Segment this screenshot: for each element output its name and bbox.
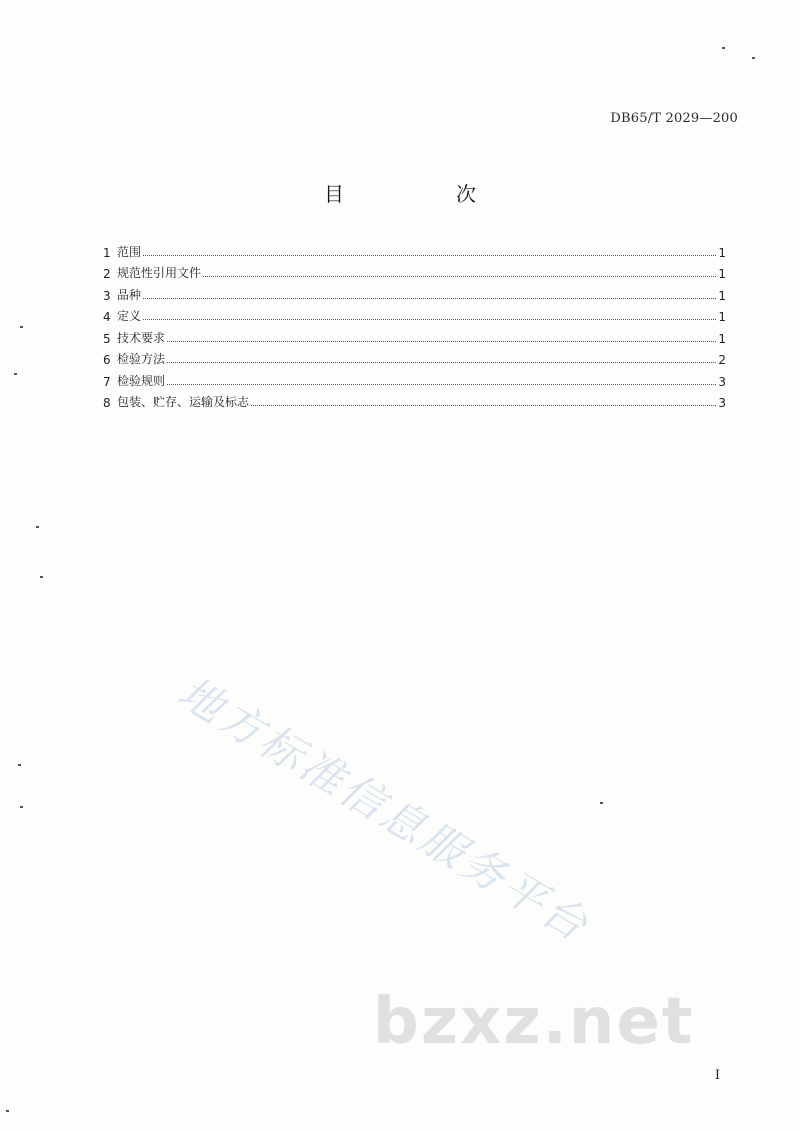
toc-entry-label: 定义 bbox=[117, 309, 142, 323]
toc-entry-number: 7 bbox=[103, 374, 111, 389]
toc-entry-label: 包装、贮存、运输及标志 bbox=[117, 395, 250, 409]
platform-watermark: 地方标准信息服务平台 bbox=[169, 667, 599, 953]
toc-title: 目 次 bbox=[324, 182, 522, 206]
toc-leader-dots bbox=[251, 404, 716, 406]
toc-leader-dots bbox=[143, 254, 716, 256]
toc-entry-page: 1 bbox=[718, 267, 726, 281]
scan-speck bbox=[6, 1110, 9, 1112]
toc-entry-label: 品种 bbox=[117, 287, 142, 302]
toc-entry-number: 2 bbox=[103, 267, 111, 281]
toc-leader-dots bbox=[167, 361, 716, 363]
page-number: I bbox=[714, 1068, 720, 1083]
toc-entry-page: 3 bbox=[718, 396, 726, 410]
scan-speck bbox=[40, 576, 43, 578]
toc-entry-number: 3 bbox=[103, 288, 111, 303]
toc-entry-label: 检验方法 bbox=[117, 352, 166, 366]
scan-speck bbox=[18, 764, 21, 766]
toc-entry-label: 规范性引用文件 bbox=[117, 266, 202, 280]
toc-entry-number: 4 bbox=[103, 310, 111, 324]
toc-entry-page: 1 bbox=[718, 288, 726, 303]
toc-leader-dots bbox=[167, 340, 716, 342]
scan-speck bbox=[36, 526, 39, 528]
toc-entry-page: 1 bbox=[718, 331, 726, 346]
toc-leader-dots bbox=[167, 383, 716, 385]
toc-leader-dots bbox=[143, 318, 716, 320]
toc-entry-number: 8 bbox=[103, 396, 111, 410]
toc-entry-number: 5 bbox=[103, 331, 111, 346]
toc-entry[interactable] bbox=[103, 260, 726, 282]
toc-entry[interactable] bbox=[103, 238, 726, 260]
toc-entry-page: 1 bbox=[718, 245, 726, 260]
site-watermark: bzxz.net bbox=[373, 985, 695, 1059]
scan-speck bbox=[20, 326, 23, 328]
table-of-contents bbox=[103, 238, 726, 410]
toc-entry[interactable] bbox=[103, 281, 726, 303]
toc-entry-label: 技术要求 bbox=[117, 330, 166, 345]
toc-entry-label: 检验规则 bbox=[117, 373, 166, 388]
toc-leader-dots bbox=[143, 297, 716, 299]
toc-entry[interactable] bbox=[103, 346, 726, 368]
toc-entry-number: 1 bbox=[103, 245, 111, 260]
scan-speck bbox=[722, 47, 725, 49]
scan-speck bbox=[600, 802, 603, 804]
scan-speck bbox=[20, 806, 23, 808]
scan-speck bbox=[14, 373, 17, 375]
standard-code: DB65/T 2029—200 bbox=[610, 111, 738, 126]
toc-entry[interactable] bbox=[103, 367, 726, 389]
toc-entry-label: 范围 bbox=[117, 244, 142, 259]
toc-entry-page: 2 bbox=[718, 353, 726, 367]
toc-entry-page: 1 bbox=[718, 310, 726, 324]
toc-entry[interactable] bbox=[103, 324, 726, 346]
toc-entry-number: 6 bbox=[103, 353, 111, 367]
toc-entry-page: 3 bbox=[718, 374, 726, 389]
toc-entry[interactable] bbox=[103, 389, 726, 411]
toc-leader-dots bbox=[203, 275, 716, 277]
toc-entry[interactable] bbox=[103, 303, 726, 325]
scan-speck bbox=[752, 57, 755, 59]
